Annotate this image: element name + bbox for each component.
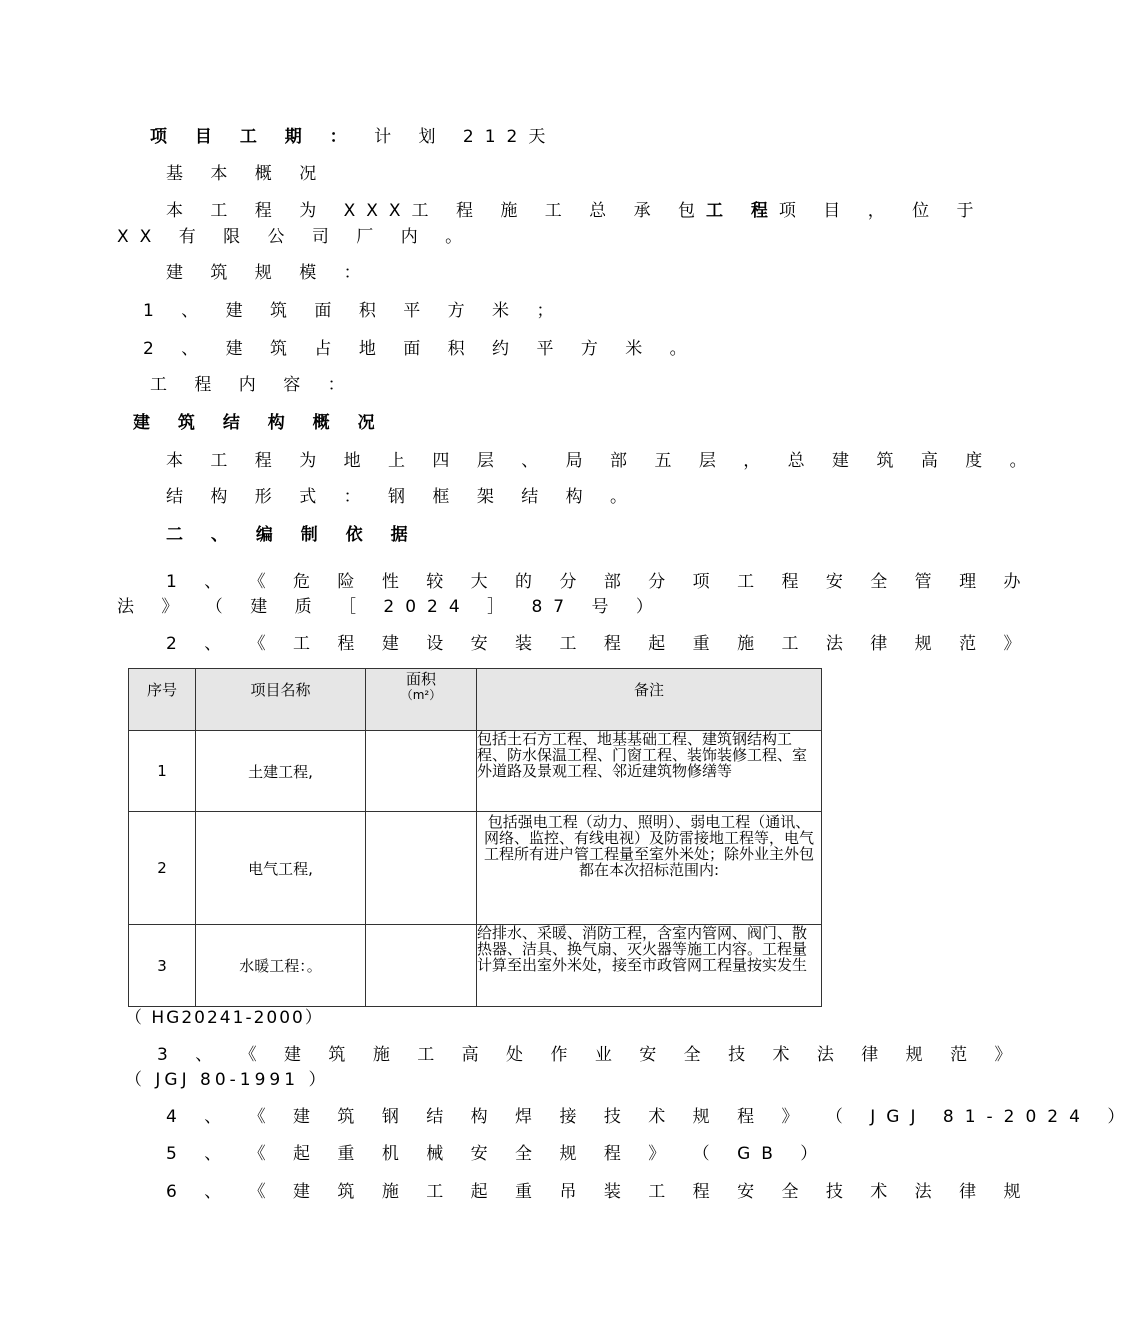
table-row xyxy=(129,731,822,812)
header-area-unit: （m²） xyxy=(400,688,442,702)
building-footprint-item: 2 、 建 筑 占 地 面 积 约 平 方 米 。 xyxy=(143,339,698,359)
table-row xyxy=(129,925,822,1007)
project-intro-line-1 xyxy=(166,200,985,222)
header-note: 备注 xyxy=(477,669,822,731)
header-area xyxy=(366,669,477,731)
basis-item-2: 2 、 《 工 程 建 设 安 装 工 程 起 重 施 工 法 律 规 范 》 xyxy=(166,634,1032,654)
project-duration-value: 计 划 212天 xyxy=(374,127,557,147)
row-name: 土建工程, xyxy=(196,731,366,812)
basis-item-3-line-1: 3 、 《 建 筑 施 工 高 处 作 业 安 全 技 术 法 律 规 范 》 xyxy=(157,1045,1023,1065)
project-intro-bold: 工 程 xyxy=(705,201,779,221)
header-area-label: 面积 xyxy=(405,670,436,688)
row-area xyxy=(366,731,477,812)
row-seq: 2 xyxy=(129,812,196,925)
project-duration-label: 项 目 工 期 ： xyxy=(150,127,358,147)
project-duration-line xyxy=(150,126,556,148)
project-intro-location: 项 目 ， 位 于 xyxy=(778,201,985,221)
row-area xyxy=(366,925,477,1007)
compilation-basis-heading: 二 、 编 制 依 据 xyxy=(166,525,419,545)
project-content-heading: 工 程 内 容 ： xyxy=(150,375,356,395)
basis-item-1-line-1: 1 、 《 危 险 性 较 大 的 分 部 分 项 工 程 安 全 管 理 办 xyxy=(166,572,1032,592)
project-items-table xyxy=(128,668,822,1007)
basis-item-2-standard: （ HG20241-2000） xyxy=(125,1008,324,1028)
basis-item-6: 6 、 《 建 筑 施 工 起 重 吊 装 工 程 安 全 技 术 法 律 规 xyxy=(166,1182,1032,1202)
basis-item-5: 5 、 《 起 重 机 械 安 全 规 程 》 （ GB ） xyxy=(166,1144,829,1164)
row-seq: 1 xyxy=(129,731,196,812)
building-scale-heading: 建 筑 规 模 ： xyxy=(166,263,372,283)
header-seq: 序号 xyxy=(129,669,196,731)
row-note: 给排水、采暖、消防工程，含室内管网、阀门、散热器、洁具、换气扇、灭火器等施工内容。工程量计算至出室外米处，接至市政管网工程量按实发生 xyxy=(477,925,822,1007)
building-area-item: 1 、 建 筑 面 积 平 方 米 ； xyxy=(143,301,565,321)
row-area xyxy=(366,812,477,925)
row-seq: 3 xyxy=(129,925,196,1007)
row-name: 电气工程, xyxy=(196,812,366,925)
row-name: 水暖工程：。 xyxy=(196,925,366,1007)
project-intro-text: 本 工 程 为 XXX工 程 施 工 总 承 包 xyxy=(166,201,706,221)
basis-item-3-line-2: （ JGJ 80-1991 ） xyxy=(125,1070,330,1090)
basic-overview-heading: 基 本 概 况 xyxy=(166,164,328,184)
structure-floors-line: 本 工 程 为 地 上 四 层 、 局 部 五 层 ， 总 建 筑 高 度 。 xyxy=(166,451,1038,471)
table-header-row xyxy=(129,669,822,731)
header-name: 项目名称 xyxy=(196,669,366,731)
row-note: 包括土石方工程、地基基础工程、建筑钢结构工程、防水保温工程、门窗工程、装饰装修工程、室外道路及景观工程、邻近建筑物修缮等 xyxy=(477,731,822,812)
basis-item-1-line-2: 法 》 （ 建 质 ［ 2024 ］ 87 号 ） xyxy=(117,597,664,617)
project-intro-line-2: XX 有 限 公 司 厂 内 。 xyxy=(117,227,474,247)
basis-item-4: 4 、 《 建 筑 钢 结 构 焊 接 技 术 规 程 》 （ JGJ 81-2024 ） xyxy=(166,1107,1135,1127)
structure-form-line: 结 构 形 式 ： 钢 框 架 结 构 。 xyxy=(166,487,639,507)
table-row xyxy=(129,812,822,925)
structure-overview-heading: 建 筑 结 构 概 况 xyxy=(133,413,386,433)
row-note: 包括强电工程（动力、照明）、弱电工程（通讯、网络、监控、有线电视）及防雷接地工程等，电气工程所有进户管工程量至室外米处；除外业主外包都在本次招标范围内: xyxy=(477,812,822,925)
